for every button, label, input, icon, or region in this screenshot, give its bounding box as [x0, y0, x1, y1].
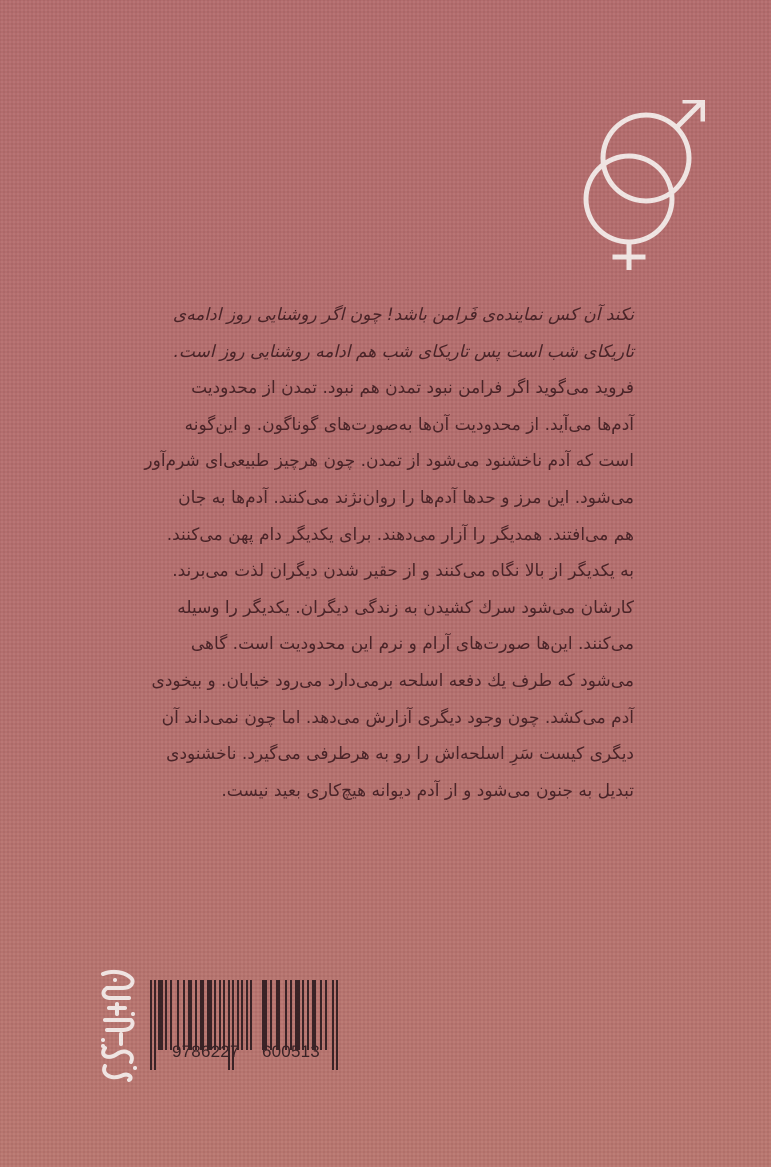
blurb-line: هم می‌افتند. همدیگر را آزار می‌دهند. برای یکدیگر دام پهن می‌کنند. [166, 524, 634, 545]
blurb-line: تبدیل به جنون می‌شود و از آدم دیوانه هیچ‌کاری بعید نیست. [221, 780, 634, 801]
isbn-digits-right: 600513 [262, 1042, 320, 1061]
blurb-line: است که آدم ناخشنود می‌شود از تمدن. چون هرچیز طبیعی‌ای شرم‌آور [144, 451, 634, 472]
blurb-line: می‌شود که طرف یك دفعه اسلحه برمی‌دارد می‌رود خیابان. و بیخودی [151, 670, 634, 691]
blurb-line: فروید می‌گوید اگر فرامن نبود تمدن هم نبود. تمدن از محدودیت [191, 378, 634, 399]
blurb-line: آدم می‌کشد. چون وجود دیگری آزارش می‌دهد. اما چون نمی‌داند آن [161, 707, 634, 728]
isbn-digits-left: 9786227 [172, 1042, 240, 1061]
male-female-symbol-icon [575, 100, 705, 270]
blurb-line: آدم‌ها می‌آید. از محدودیت آن‌ها به‌صورت‌های گوناگون. و این‌گونه [184, 414, 634, 435]
back-cover-blurb [142, 297, 634, 809]
blurb-line: می‌کنند. این‌ها صورت‌های آرام و نرم این محدودیت است. گاهی [190, 634, 634, 655]
isbn-barcode [150, 980, 346, 1070]
blurb-line: تاریکای شب است پس تاریکای شب هم ادامه روشنایی روز است. [173, 341, 634, 362]
blurb-line: به یکدیگر از بالا نگاه می‌کنند و از حقیر شدن دیگران لذت می‌برند. [172, 561, 634, 582]
blurb-line: دیگری کیست سَرِ اسلحه‌اش را رو به هرطرفی می‌گیرد. ناخشنودی [166, 744, 634, 765]
blurb-line: نکند آن کس نماینده‌ی فَرامن باشد! چون اگر روشنایی روز ادامه‌ی [172, 305, 634, 325]
blurb-line: می‌شود. این مرز و حدها آدم‌ها را روان‌نژند می‌کنند. آدم‌ها به جان [178, 487, 634, 508]
publisher-logo-icon [95, 968, 141, 1082]
blurb-line: کارشان می‌شود سرك کشیدن به زندگی دیگران. یکدیگر را وسیله [177, 597, 634, 618]
